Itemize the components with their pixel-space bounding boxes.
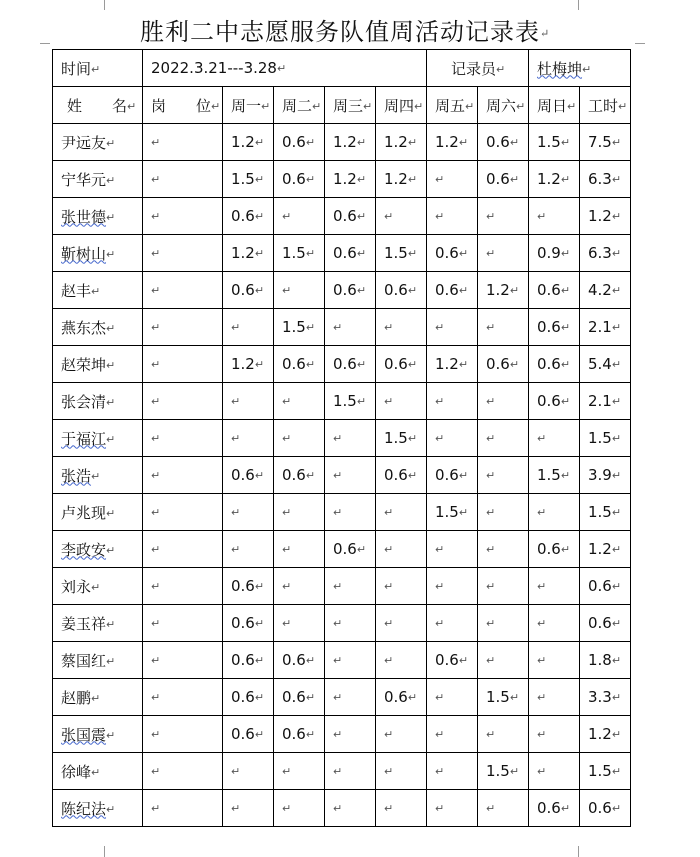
name-cell[interactable]: 赵丰↵ [53,272,143,309]
crop-mark-top-left [104,0,105,10]
day-cell-1[interactable]: 1.5↵ [274,235,325,272]
day-cell-6[interactable]: ↵ [529,568,580,605]
day-cell-4[interactable]: 1.2↵ [427,346,478,383]
column-header-8[interactable]: 周日↵ [529,87,580,124]
column-header-0[interactable]: 姓 名↵ [53,87,143,124]
table-row [53,383,631,420]
day-cell-4[interactable]: ↵ [427,161,478,198]
hours-cell[interactable]: 2.1↵ [580,309,631,346]
table-row [53,198,631,235]
day-cell-1[interactable]: ↵ [274,753,325,790]
table-row [53,420,631,457]
day-cell-2[interactable]: 0.6↵ [325,198,376,235]
day-cell-2[interactable]: ↵ [325,716,376,753]
day-cell-5[interactable]: 0.6↵ [478,124,529,161]
column-header-7[interactable]: 周六↵ [478,87,529,124]
day-cell-6[interactable]: 0.6↵ [529,309,580,346]
day-cell-2[interactable]: ↵ [325,457,376,494]
day-cell-2[interactable]: 0.6↵ [325,272,376,309]
day-cell-4[interactable]: 1.2↵ [427,124,478,161]
post-cell[interactable]: ↵ [143,494,223,531]
post-cell[interactable]: ↵ [143,457,223,494]
day-cell-0[interactable]: 0.6↵ [223,605,274,642]
day-cell-2[interactable]: 0.6↵ [325,531,376,568]
post-cell[interactable]: ↵ [143,790,223,827]
day-cell-3[interactable]: 1.5↵ [376,420,427,457]
day-cell-1[interactable]: 0.6↵ [274,679,325,716]
day-cell-5[interactable]: ↵ [478,235,529,272]
table-row [53,124,631,161]
day-cell-3[interactable]: ↵ [376,753,427,790]
crop-mark-right-top [635,43,645,44]
day-cell-6[interactable]: ↵ [529,753,580,790]
name-cell[interactable]: 赵鹏↵ [53,679,143,716]
day-cell-4[interactable]: ↵ [427,753,478,790]
day-cell-3[interactable]: ↵ [376,642,427,679]
day-cell-0[interactable]: ↵ [223,309,274,346]
day-cell-5[interactable]: ↵ [478,716,529,753]
table-row [53,642,631,679]
day-cell-3[interactable]: ↵ [376,494,427,531]
hours-cell[interactable]: 1.5↵ [580,494,631,531]
day-cell-2[interactable]: ↵ [325,679,376,716]
day-cell-4[interactable]: ↵ [427,198,478,235]
crop-mark-left-top [40,43,50,44]
day-cell-2[interactable]: 1.5↵ [325,383,376,420]
table-row [53,753,631,790]
day-cell-3[interactable]: 0.6↵ [376,346,427,383]
document-title [140,12,550,47]
crop-mark-bottom-right [578,846,579,857]
day-cell-4[interactable]: ↵ [427,531,478,568]
info-row [53,50,631,87]
table-row [53,161,631,198]
day-cell-6[interactable]: ↵ [529,679,580,716]
day-cell-1[interactable]: 0.6↵ [274,161,325,198]
name-cell[interactable]: 陈纪法↵ [53,790,143,827]
table-row [53,790,631,827]
day-cell-0[interactable]: ↵ [223,753,274,790]
day-cell-3[interactable]: 1.2↵ [376,161,427,198]
day-cell-1[interactable]: ↵ [274,198,325,235]
post-cell[interactable]: ↵ [143,346,223,383]
day-cell-6[interactable]: ↵ [529,642,580,679]
day-cell-2[interactable]: ↵ [325,605,376,642]
table-row [53,605,631,642]
name-cell[interactable]: 卢兆现↵ [53,494,143,531]
name-cell[interactable]: 刘永↵ [53,568,143,605]
day-cell-6[interactable]: 0.9↵ [529,235,580,272]
day-cell-4[interactable]: ↵ [427,309,478,346]
day-cell-6[interactable]: ↵ [529,494,580,531]
hours-cell[interactable]: 2.1↵ [580,383,631,420]
day-cell-3[interactable]: ↵ [376,568,427,605]
table-row [53,568,631,605]
post-cell[interactable]: ↵ [143,605,223,642]
day-cell-0[interactable]: 0.6↵ [223,679,274,716]
table-row [53,716,631,753]
day-cell-4[interactable]: ↵ [427,716,478,753]
day-cell-0[interactable]: 1.5↵ [223,161,274,198]
day-cell-5[interactable]: ↵ [478,494,529,531]
name-cell[interactable]: 张浩↵ [53,457,143,494]
day-cell-4[interactable]: ↵ [427,605,478,642]
day-cell-2[interactable]: ↵ [325,568,376,605]
crop-mark-bottom-left [104,846,105,857]
day-cell-3[interactable]: ↵ [376,383,427,420]
day-cell-0[interactable]: ↵ [223,531,274,568]
day-cell-0[interactable]: ↵ [223,494,274,531]
day-cell-0[interactable]: ↵ [223,790,274,827]
day-cell-5[interactable]: 1.5↵ [478,753,529,790]
day-cell-5[interactable]: ↵ [478,457,529,494]
day-cell-2[interactable]: 0.6↵ [325,346,376,383]
day-cell-6[interactable]: 0.6↵ [529,531,580,568]
hours-cell[interactable]: 4.2↵ [580,272,631,309]
day-cell-0[interactable]: 1.2↵ [223,346,274,383]
hours-cell[interactable]: 7.5↵ [580,124,631,161]
day-cell-4[interactable]: 0.6↵ [427,642,478,679]
name-cell[interactable]: 赵荣坤↵ [53,346,143,383]
day-cell-6[interactable]: 0.6↵ [529,346,580,383]
table-row [53,272,631,309]
day-cell-2[interactable]: 0.6↵ [325,235,376,272]
day-cell-3[interactable]: ↵ [376,309,427,346]
day-cell-5[interactable]: ↵ [478,605,529,642]
day-cell-0[interactable]: 1.2↵ [223,235,274,272]
day-cell-3[interactable]: ↵ [376,198,427,235]
post-cell[interactable]: ↵ [143,124,223,161]
day-cell-3[interactable]: 0.6↵ [376,679,427,716]
day-cell-5[interactable]: 0.6↵ [478,161,529,198]
day-cell-1[interactable]: 0.6↵ [274,346,325,383]
day-cell-1[interactable]: ↵ [274,494,325,531]
post-cell[interactable]: ↵ [143,420,223,457]
day-cell-4[interactable]: 1.5↵ [427,494,478,531]
day-cell-6[interactable]: ↵ [529,198,580,235]
day-cell-2[interactable]: ↵ [325,753,376,790]
day-cell-4[interactable]: ↵ [427,790,478,827]
day-cell-0[interactable]: 0.6↵ [223,568,274,605]
post-cell[interactable]: ↵ [143,753,223,790]
recorder-value-cell[interactable]: 杜梅坤↵ [529,50,631,87]
column-header-5[interactable]: 周四↵ [376,87,427,124]
day-cell-6[interactable]: ↵ [529,605,580,642]
day-cell-3[interactable]: 1.2↵ [376,124,427,161]
column-header-9[interactable]: 工时↵ [580,87,631,124]
post-cell[interactable]: ↵ [143,161,223,198]
day-cell-5[interactable]: 1.5↵ [478,679,529,716]
name-cell[interactable]: 李政安↵ [53,531,143,568]
hours-cell[interactable]: 1.5↵ [580,420,631,457]
day-cell-5[interactable]: ↵ [478,642,529,679]
day-cell-4[interactable]: ↵ [427,679,478,716]
name-cell[interactable]: 姜玉祥↵ [53,605,143,642]
name-cell[interactable]: 宁华元↵ [53,161,143,198]
day-cell-3[interactable]: ↵ [376,790,427,827]
table-row [53,531,631,568]
post-cell[interactable]: ↵ [143,531,223,568]
day-cell-0[interactable]: ↵ [223,383,274,420]
day-cell-0[interactable]: 0.6↵ [223,642,274,679]
day-cell-6[interactable]: ↵ [529,716,580,753]
paragraph-mark: ↵ [540,27,551,40]
post-cell[interactable]: ↵ [143,716,223,753]
day-cell-0[interactable]: 1.2↵ [223,124,274,161]
table-row [53,235,631,272]
day-cell-4[interactable]: ↵ [427,420,478,457]
post-cell[interactable]: ↵ [143,642,223,679]
day-cell-0[interactable]: 0.6↵ [223,272,274,309]
day-cell-4[interactable]: ↵ [427,383,478,420]
post-cell[interactable]: ↵ [143,383,223,420]
day-cell-1[interactable]: 1.5↵ [274,309,325,346]
time-label-cell[interactable]: 时间↵ [53,50,143,87]
day-cell-1[interactable]: ↵ [274,790,325,827]
hours-cell[interactable]: 6.3↵ [580,235,631,272]
column-header-4[interactable]: 周三↵ [325,87,376,124]
day-cell-6[interactable]: 0.6↵ [529,383,580,420]
hours-cell[interactable]: 1.2↵ [580,198,631,235]
hours-cell[interactable]: 3.9↵ [580,457,631,494]
name-cell[interactable]: 蔡国红↵ [53,642,143,679]
time-value-cell[interactable]: 2022.3.21---3.28↵ [143,50,427,87]
day-cell-2[interactable]: ↵ [325,309,376,346]
day-cell-2[interactable]: 1.2↵ [325,124,376,161]
day-cell-1[interactable]: ↵ [274,420,325,457]
column-header-3[interactable]: 周二↵ [274,87,325,124]
table-row [53,679,631,716]
hours-cell[interactable]: 5.4↵ [580,346,631,383]
hours-cell[interactable]: 1.2↵ [580,716,631,753]
day-cell-2[interactable]: ↵ [325,420,376,457]
day-cell-1[interactable]: ↵ [274,383,325,420]
name-cell[interactable]: 徐峰↵ [53,753,143,790]
day-cell-2[interactable]: ↵ [325,642,376,679]
day-cell-5[interactable]: ↵ [478,531,529,568]
day-cell-0[interactable]: 0.6↵ [223,457,274,494]
day-cell-6[interactable]: 0.6↵ [529,272,580,309]
name-cell[interactable]: 靳树山↵ [53,235,143,272]
post-cell[interactable]: ↵ [143,235,223,272]
hours-cell[interactable]: 3.3↵ [580,679,631,716]
name-cell[interactable]: 燕东杰↵ [53,309,143,346]
table-row [53,309,631,346]
day-cell-5[interactable]: 1.2↵ [478,272,529,309]
day-cell-3[interactable]: 0.6↵ [376,457,427,494]
day-cell-1[interactable]: 0.6↵ [274,457,325,494]
post-cell[interactable]: ↵ [143,272,223,309]
title-text: 胜利二中志愿服务队值周活动记录表 [140,18,540,46]
day-cell-1[interactable]: ↵ [274,568,325,605]
recorder-label-cell[interactable]: 记录员↵ [427,50,529,87]
day-cell-6[interactable]: 1.2↵ [529,161,580,198]
day-cell-0[interactable]: ↵ [223,420,274,457]
name-cell[interactable]: 于福江↵ [53,420,143,457]
column-header-6[interactable]: 周五↵ [427,87,478,124]
day-cell-5[interactable]: ↵ [478,790,529,827]
day-cell-4[interactable]: 0.6↵ [427,272,478,309]
post-cell[interactable]: ↵ [143,309,223,346]
day-cell-3[interactable]: 1.5↵ [376,235,427,272]
hours-cell[interactable]: 6.3↵ [580,161,631,198]
day-cell-6[interactable]: 1.5↵ [529,124,580,161]
day-cell-1[interactable]: 0.6↵ [274,642,325,679]
duty-record-table [52,49,631,827]
day-cell-0[interactable]: 0.6↵ [223,198,274,235]
day-cell-5[interactable]: ↵ [478,309,529,346]
hours-cell[interactable]: 0.6↵ [580,568,631,605]
day-cell-2[interactable]: 1.2↵ [325,161,376,198]
post-cell[interactable]: ↵ [143,679,223,716]
day-cell-1[interactable]: 0.6↵ [274,716,325,753]
day-cell-1[interactable]: ↵ [274,531,325,568]
name-cell[interactable]: 张会清↵ [53,383,143,420]
day-cell-1[interactable]: ↵ [274,605,325,642]
post-cell[interactable]: ↵ [143,198,223,235]
day-cell-5[interactable]: ↵ [478,420,529,457]
day-cell-3[interactable]: ↵ [376,531,427,568]
day-cell-3[interactable]: ↵ [376,716,427,753]
name-cell[interactable]: 尹远友↵ [53,124,143,161]
day-cell-2[interactable]: ↵ [325,790,376,827]
table-row [53,494,631,531]
column-header-row [53,87,631,124]
crop-mark-top-right [578,0,579,10]
hours-cell[interactable]: 1.2↵ [580,531,631,568]
day-cell-6[interactable]: ↵ [529,420,580,457]
day-cell-3[interactable]: ↵ [376,605,427,642]
day-cell-4[interactable]: 0.6↵ [427,457,478,494]
day-cell-3[interactable]: 0.6↵ [376,272,427,309]
column-header-1[interactable]: 岗 位↵ [143,87,223,124]
day-cell-5[interactable]: ↵ [478,383,529,420]
day-cell-1[interactable]: ↵ [274,272,325,309]
day-cell-2[interactable]: ↵ [325,494,376,531]
day-cell-4[interactable]: 0.6↵ [427,235,478,272]
day-cell-4[interactable]: ↵ [427,568,478,605]
name-cell[interactable]: 张世德↵ [53,198,143,235]
day-cell-5[interactable]: 0.6↵ [478,346,529,383]
day-cell-6[interactable]: 0.6↵ [529,790,580,827]
hours-cell[interactable]: 1.5↵ [580,753,631,790]
hours-cell[interactable]: 1.8↵ [580,642,631,679]
day-cell-1[interactable]: 0.6↵ [274,124,325,161]
day-cell-0[interactable]: 0.6↵ [223,716,274,753]
post-cell[interactable]: ↵ [143,568,223,605]
table-row [53,346,631,383]
day-cell-5[interactable]: ↵ [478,198,529,235]
table-row [53,457,631,494]
name-cell[interactable]: 张国震↵ [53,716,143,753]
hours-cell[interactable]: 0.6↵ [580,605,631,642]
column-header-2[interactable]: 周一↵ [223,87,274,124]
day-cell-6[interactable]: 1.5↵ [529,457,580,494]
hours-cell[interactable]: 0.6↵ [580,790,631,827]
day-cell-5[interactable]: ↵ [478,568,529,605]
